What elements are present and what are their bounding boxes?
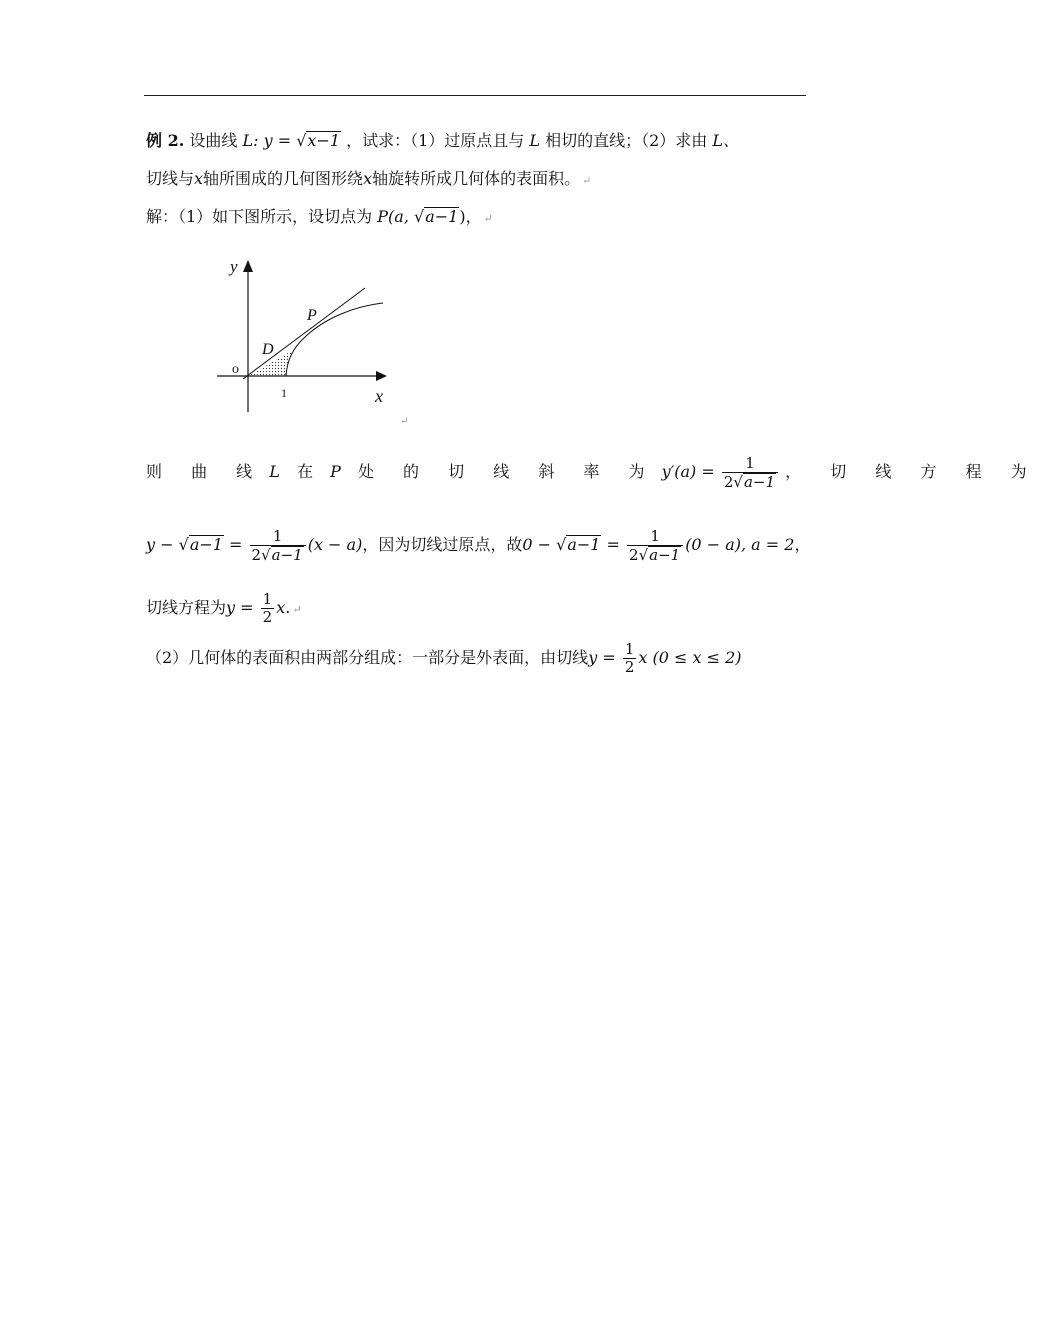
text-span: 解：（1）如下图所示，设切点为 — [146, 207, 373, 226]
solution-line-1 — [146, 207, 493, 229]
return-mark: ↵ — [582, 174, 592, 187]
region-D-label: D — [262, 341, 274, 358]
numerator: 1 — [272, 526, 283, 545]
radical-sign: √ — [556, 535, 567, 554]
radicand: a−1 — [743, 472, 776, 491]
radicand: a−1 — [189, 535, 223, 554]
radicand: a−1 — [271, 545, 303, 564]
numerator: 1 — [745, 453, 755, 472]
solution-line-5 — [146, 638, 742, 678]
radical-sign: √ — [296, 131, 307, 150]
text-span: 则 曲 线 — [146, 462, 265, 481]
solution-line-3 — [146, 525, 810, 565]
curve-formula: L: y = — [242, 131, 297, 150]
text-span: = — [601, 535, 626, 554]
solution-line-2 — [146, 452, 1039, 492]
denominator — [722, 472, 778, 491]
problem-line-2 — [146, 169, 591, 191]
text-span: 2 — [251, 545, 262, 564]
radicand: a−1 — [567, 535, 601, 554]
tick-1-label: 1 — [281, 386, 287, 400]
radical-sign: √ — [733, 472, 743, 491]
text-span: 切线与 — [146, 169, 195, 188]
half-fraction — [261, 591, 275, 626]
text-span: )， — [459, 207, 482, 226]
solution-line-4 — [146, 588, 302, 630]
header-rule — [144, 95, 806, 96]
text-span: = — [223, 535, 248, 554]
text-span: 0 − — [522, 535, 557, 554]
denominator: 2 — [262, 608, 273, 626]
text-span: 轴所围成的几何图形绕 — [203, 169, 364, 188]
var-x: x — [194, 169, 204, 188]
text-span: 轴旋转所成几何体的表面积。 — [372, 169, 581, 188]
text-span: ， 切 线 方 程 为 — [785, 462, 1039, 481]
derivative: y′(a) = — [661, 462, 715, 481]
half-fraction — [623, 641, 637, 676]
text-span: （2）几何体的表面积由两部分组成：一部分是外表面，由切线 — [146, 648, 589, 667]
numerator: 1 — [262, 590, 273, 608]
example-label: 例 2. — [146, 131, 185, 150]
radical-sign: √ — [414, 207, 425, 226]
radical-sign: √ — [638, 545, 649, 564]
x-axis-arrow — [376, 371, 387, 381]
curve-L — [286, 303, 383, 376]
text-span: . — [285, 598, 291, 617]
text-span: y = — [226, 598, 259, 617]
y-axis-label: y — [230, 257, 238, 276]
text-span: 2 — [629, 545, 639, 564]
tangent-fraction — [250, 528, 306, 564]
text-span: ， — [794, 535, 811, 554]
text-span: (0 − a), a = 2 — [685, 535, 795, 554]
var-x: x — [638, 648, 648, 667]
numerator: 1 — [650, 526, 660, 545]
y-axis-arrow — [243, 260, 253, 272]
slope-fraction — [722, 455, 778, 491]
return-mark: ↵ — [292, 603, 302, 616]
radicand: x−1 — [307, 131, 341, 150]
denominator — [627, 545, 683, 564]
text-span: ，因为切线过原点，故 — [362, 535, 523, 554]
point-P: P — [330, 462, 341, 481]
var-x: x — [276, 598, 286, 617]
denominator: 2 — [624, 658, 635, 676]
text-span: 设曲线 — [189, 131, 238, 150]
text-span: y − — [146, 535, 179, 554]
problem-line-1 — [146, 131, 739, 151]
x-axis-label: x — [375, 386, 383, 406]
radical-sign: √ — [178, 535, 189, 554]
origin-fraction — [627, 528, 683, 564]
tangent-figure — [205, 250, 415, 430]
text-span: 处 的 切 线 斜 率 为 — [357, 462, 657, 481]
text-span: 切线方程为 — [146, 598, 227, 617]
curve-L: L、 — [712, 131, 740, 150]
numerator: 1 — [624, 640, 635, 658]
text-span: 2 — [723, 472, 734, 491]
point-P-label: P — [307, 307, 317, 324]
text-span: y = — [588, 648, 621, 667]
text-span: 在 — [297, 462, 314, 481]
point-P: P(a, — [377, 207, 414, 226]
radicand: a−1 — [649, 545, 681, 564]
text-span: ，试求：（1）过原点且与 — [346, 131, 525, 150]
range: (0 ≤ x ≤ 2) — [652, 648, 742, 667]
curve-L: L — [529, 131, 541, 150]
return-mark: ↵ — [400, 416, 409, 427]
denominator — [250, 545, 306, 564]
text-span: 相切的直线；（2）求由 — [545, 131, 708, 150]
radicand: a−1 — [425, 207, 459, 226]
curve-L: L — [269, 462, 280, 481]
return-mark: ↵ — [483, 212, 493, 225]
text-span: (x − a) — [307, 535, 363, 554]
tangent-line — [243, 288, 365, 379]
var-x: x — [363, 169, 373, 188]
origin-label: o — [232, 362, 239, 377]
radical-sign: √ — [261, 545, 271, 564]
